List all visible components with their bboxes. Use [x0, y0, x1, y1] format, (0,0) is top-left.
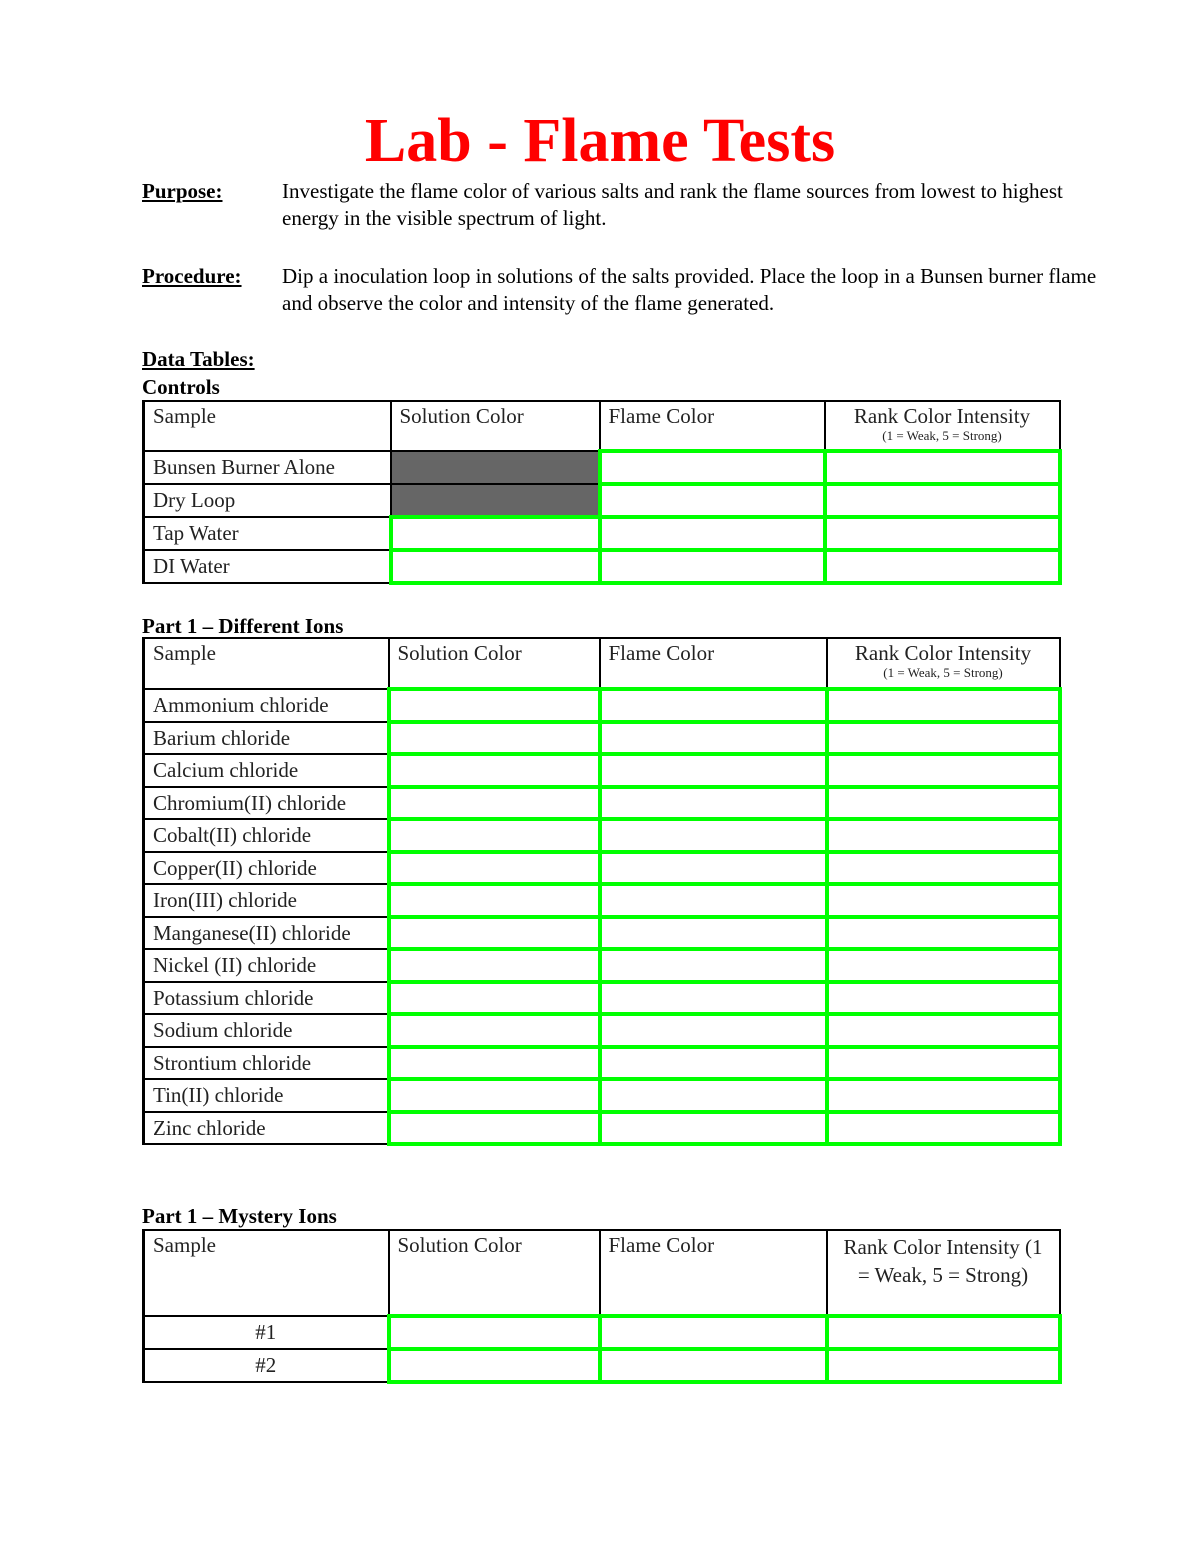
header-sample: Sample: [144, 401, 391, 451]
solution-color-input[interactable]: [389, 754, 600, 787]
flame-color-input[interactable]: [600, 884, 827, 917]
flame-color-input[interactable]: [600, 754, 827, 787]
rank-input[interactable]: [825, 451, 1060, 484]
rank-input[interactable]: [827, 1014, 1060, 1047]
table-row: [144, 1014, 1060, 1047]
flame-color-input[interactable]: [600, 689, 827, 722]
flame-color-input[interactable]: [600, 550, 825, 583]
shaded-cell: [391, 484, 600, 517]
sample-label: Barium chloride: [144, 722, 389, 755]
sample-label: Iron(III) chloride: [144, 884, 389, 917]
sample-label: #1: [144, 1316, 389, 1349]
table-row: [144, 917, 1060, 950]
solution-color-input[interactable]: [389, 982, 600, 1015]
table-row: [144, 517, 1060, 550]
table-row: [144, 819, 1060, 852]
solution-color-input[interactable]: [389, 1047, 600, 1080]
procedure-label: Procedure:: [142, 264, 242, 288]
table-row: [144, 451, 1060, 484]
sample-label: Cobalt(II) chloride: [144, 819, 389, 852]
rank-label: Rank Color Intensity: [854, 641, 1032, 665]
table-row: [144, 884, 1060, 917]
flame-color-input[interactable]: [600, 517, 825, 550]
flame-color-input[interactable]: [600, 1014, 827, 1047]
table-row: [144, 852, 1060, 885]
table-row: [144, 550, 1060, 583]
table-row: [144, 1112, 1060, 1145]
rank-input[interactable]: [827, 1079, 1060, 1112]
table-row: [144, 484, 1060, 517]
rank-input[interactable]: [827, 754, 1060, 787]
rank-label: Rank Color Intensity: [853, 404, 1031, 428]
flame-color-input[interactable]: [600, 852, 827, 885]
rank-note: (1 = Weak, 5 = Strong): [882, 428, 1002, 443]
sample-label: Copper(II) chloride: [144, 852, 389, 885]
solution-color-input[interactable]: [389, 852, 600, 885]
header-sample: Sample: [144, 638, 389, 689]
flame-color-input[interactable]: [600, 1079, 827, 1112]
header-flame-color: Flame Color: [600, 401, 825, 451]
controls-table: [142, 400, 1062, 585]
header-solution-color: Solution Color: [391, 401, 600, 451]
rank-input[interactable]: [827, 1047, 1060, 1080]
sample-label: Tap Water: [144, 517, 391, 550]
solution-color-input[interactable]: [389, 819, 600, 852]
rank-input[interactable]: [827, 1112, 1060, 1145]
rank-input[interactable]: [827, 1349, 1060, 1382]
part1-mystery-caption: Part 1 – Mystery Ions: [142, 1204, 337, 1228]
header-rank-intensity: Rank Color Intensity (1 = Weak, 5 = Strong): [827, 1230, 1060, 1316]
table-row: [144, 787, 1060, 820]
controls-caption: Controls: [142, 375, 220, 399]
rank-input[interactable]: [827, 787, 1060, 820]
rank-input[interactable]: [825, 484, 1060, 517]
solution-color-input[interactable]: [389, 722, 600, 755]
table-header-row: [144, 1230, 1060, 1316]
solution-color-input[interactable]: [389, 884, 600, 917]
table-row: [144, 982, 1060, 1015]
rank-input[interactable]: [827, 722, 1060, 755]
solution-color-input[interactable]: [389, 1349, 600, 1382]
header-flame-color: Flame Color: [600, 638, 827, 689]
flame-color-input[interactable]: [600, 722, 827, 755]
table-row: [144, 1349, 1060, 1382]
table-row: [144, 689, 1060, 722]
header-sample: Sample: [144, 1230, 389, 1316]
flame-color-input[interactable]: [600, 1316, 827, 1349]
header-rank-intensity: [827, 638, 1060, 689]
mystery-table: [142, 1229, 1062, 1384]
rank-note: (1 = Weak, 5 = Strong): [883, 665, 1003, 680]
table-row: [144, 754, 1060, 787]
flame-color-input[interactable]: [600, 917, 827, 950]
rank-input[interactable]: [825, 550, 1060, 583]
solution-color-input[interactable]: [391, 550, 600, 583]
solution-color-input[interactable]: [389, 1079, 600, 1112]
table-row: [144, 1047, 1060, 1080]
solution-color-input[interactable]: [389, 1316, 600, 1349]
rank-input[interactable]: [827, 1316, 1060, 1349]
solution-color-input[interactable]: [389, 949, 600, 982]
flame-color-input[interactable]: [600, 787, 827, 820]
flame-color-input[interactable]: [600, 1047, 827, 1080]
sample-label: Nickel (II) chloride: [144, 949, 389, 982]
rank-input[interactable]: [827, 982, 1060, 1015]
sample-label: Calcium chloride: [144, 754, 389, 787]
sample-label: Dry Loop: [144, 484, 391, 517]
flame-color-input[interactable]: [600, 484, 825, 517]
solution-color-input[interactable]: [391, 517, 600, 550]
sample-label: Zinc chloride: [144, 1112, 389, 1145]
header-solution-color: Solution Color: [389, 638, 600, 689]
part1-ions-caption: Part 1 – Different Ions: [142, 614, 344, 638]
shaded-cell: [391, 451, 600, 484]
rank-input[interactable]: [827, 852, 1060, 885]
rank-input[interactable]: [827, 884, 1060, 917]
table-row: [144, 722, 1060, 755]
rank-input[interactable]: [827, 949, 1060, 982]
header-rank-intensity: [825, 401, 1060, 451]
sample-label: Chromium(II) chloride: [144, 787, 389, 820]
flame-color-input[interactable]: [600, 982, 827, 1015]
solution-color-input[interactable]: [389, 787, 600, 820]
flame-color-input[interactable]: [600, 451, 825, 484]
data-tables-label: Data Tables:: [142, 347, 255, 371]
sample-label: #2: [144, 1349, 389, 1382]
ions-table: [142, 637, 1062, 1146]
rank-input[interactable]: [827, 689, 1060, 722]
page-title: Lab - Flame Tests: [364, 107, 836, 175]
solution-color-input[interactable]: [389, 917, 600, 950]
table-row: [144, 1079, 1060, 1112]
table-row: [144, 1316, 1060, 1349]
rank-input[interactable]: [825, 517, 1060, 550]
flame-color-input[interactable]: [600, 819, 827, 852]
flame-color-input[interactable]: [600, 1112, 827, 1145]
solution-color-input[interactable]: [389, 1014, 600, 1047]
sample-label: Potassium chloride: [144, 982, 389, 1015]
sample-label: Ammonium chloride: [144, 689, 389, 722]
rank-input[interactable]: [827, 917, 1060, 950]
header-flame-color: Flame Color: [600, 1230, 827, 1316]
sample-label: Strontium chloride: [144, 1047, 389, 1080]
header-solution-color: Solution Color: [389, 1230, 600, 1316]
solution-color-input[interactable]: [389, 689, 600, 722]
rank-input[interactable]: [827, 819, 1060, 852]
sample-label: Manganese(II) chloride: [144, 917, 389, 950]
purpose-text: Investigate the flame color of various salts and rank the flame sources from lowest to highest energy in the visible spectrum of light.: [282, 179, 1063, 230]
sample-label: Tin(II) chloride: [144, 1079, 389, 1112]
purpose-label: Purpose:: [142, 179, 223, 203]
solution-color-input[interactable]: [389, 1112, 600, 1145]
table-header-row: [144, 638, 1060, 689]
table-header-row: [144, 401, 1060, 451]
sample-label: Sodium chloride: [144, 1014, 389, 1047]
sample-label: DI Water: [144, 550, 391, 583]
flame-color-input[interactable]: [600, 949, 827, 982]
flame-color-input[interactable]: [600, 1349, 827, 1382]
procedure-text: Dip a inoculation loop in solutions of the salts provided. Place the loop in a Bunsen burner flame and observe the color and intensity of the flame generated.: [282, 264, 1097, 315]
sample-label: Bunsen Burner Alone: [144, 451, 391, 484]
table-row: [144, 949, 1060, 982]
